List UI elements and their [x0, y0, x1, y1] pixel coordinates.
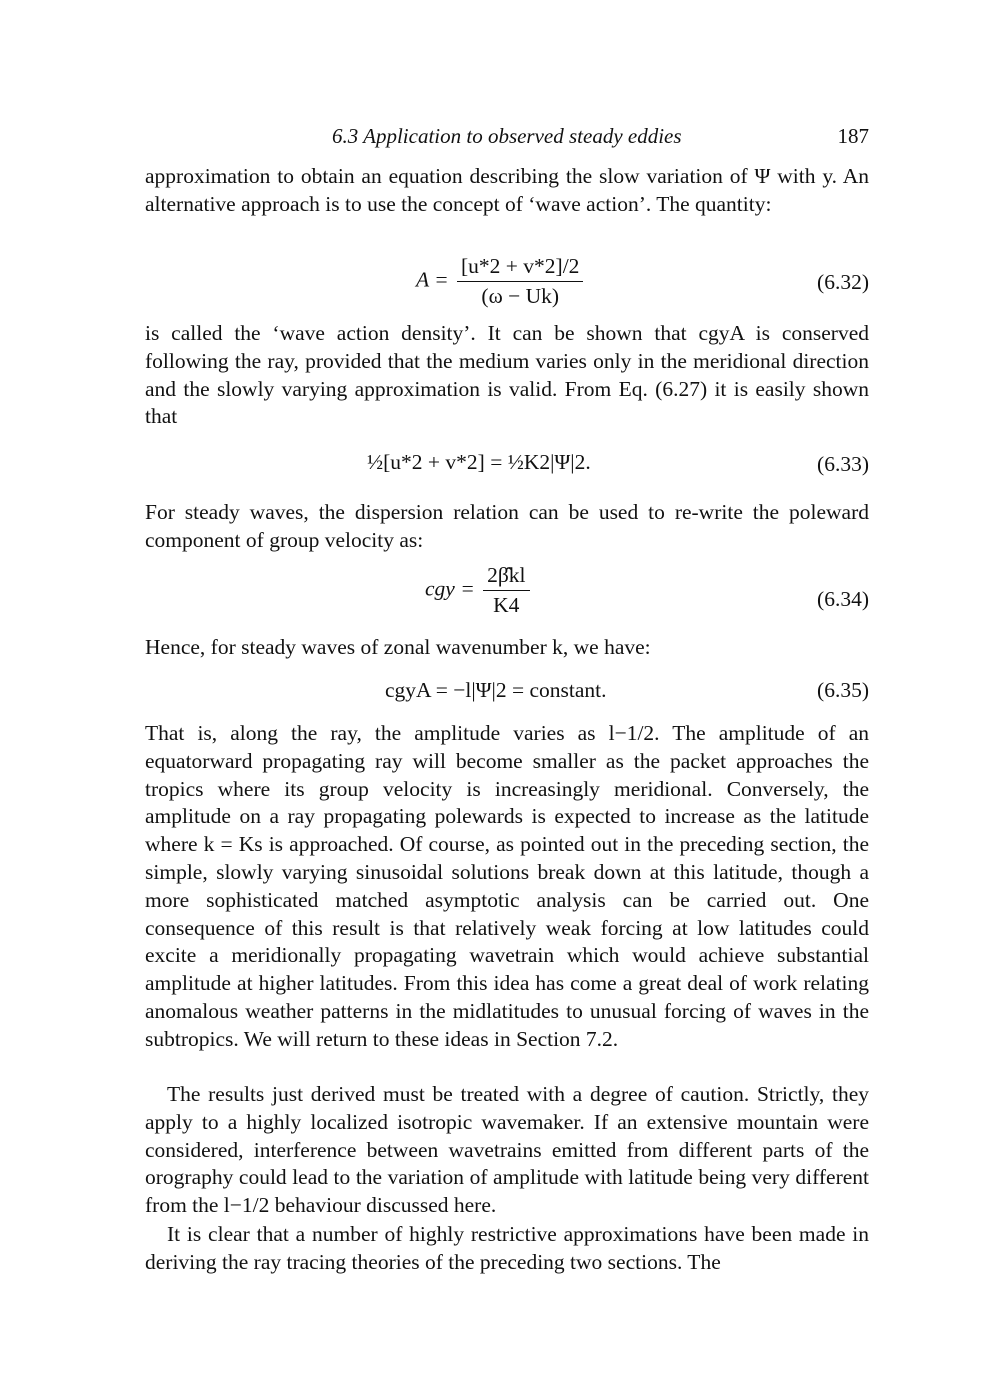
- eq-6-34-lhs: cgy =: [425, 576, 475, 601]
- equation-number: (6.32): [817, 270, 869, 294]
- equation-6-33-body: ½[u*2 + v*2] = ½K2|Ψ|2.: [367, 450, 591, 474]
- equation-number: (6.35): [817, 678, 869, 702]
- paragraph-6: The results just derived must be treated with a degree of caution. Strictly, they apply to a highly localized isotropic wavemaker. If an extensive mountain were considered, interference between wavetrains emitted from different parts of the orography could lead to the variation of amplitude with latitude being very different from the l−1/2 behaviour discussed here.: [145, 1082, 869, 1218]
- paragraph-5: That is, along the ray, the amplitude varies as l−1/2. The amplitude of an equatorward propagating ray will become smaller as the packet approaches the tropics where its group velocity is increasingly meridional. Conversely, the amplitude on a ray propagating polewards is expected to increase as the latitude where k = Ks is approached. Of course, as pointed out in the preceding section, the simple, slowly varying sinusoidal solutions break down at this latitude, though a more sophisticated matched asymptotic analysis can be carried out. One consequence of this result is that relatively weak forcing at low latitudes could excite a meridionally propagating wavetrain which would achieve substantial amplitude at higher latitudes. From this idea has come a great deal of work relating anomalous weather patterns in the midlatitudes to unusual forcing of waves in the subtropics. We will return to these ideas in Section 7.2.: [145, 721, 869, 1051]
- equation-6-34-body: [425, 563, 533, 618]
- page-number: 187: [837, 124, 869, 148]
- paragraph-7: It is clear that a number of highly restrictive approximations have been made in deriving the ray tracing theories of the preceding two sections. The: [145, 1222, 869, 1274]
- eq-6-32-numerator: [u*2 + v*2]/2: [457, 254, 583, 282]
- page-header: [145, 124, 869, 150]
- eq-6-32-lhs: A =: [416, 267, 449, 292]
- equation-6-35-body: cgyA = −l|Ψ|2 = constant.: [385, 678, 607, 702]
- equation-6-32: [145, 254, 869, 316]
- paragraph-3: For steady waves, the dispersion relation can be used to re-write the poleward component of group velocity as:: [145, 500, 869, 552]
- eq-6-32-fraction: [457, 254, 583, 309]
- paragraph-4: Hence, for steady waves of zonal wavenumber k, we have:: [145, 635, 651, 659]
- equation-6-35: [145, 678, 869, 708]
- equation-6-32-body: [416, 254, 586, 309]
- equation-number: (6.33): [817, 452, 869, 476]
- eq-6-34-denominator: K4: [493, 593, 520, 617]
- paragraph-1: approximation to obtain an equation describing the slow variation of Ψ with y. An alternative approach is to use the concept of ‘wave action’. The quantity:: [145, 164, 869, 216]
- equation-6-34: [145, 563, 869, 631]
- eq-6-34-fraction: [483, 563, 529, 618]
- eq-6-32-denominator: (ω − Uk): [481, 284, 560, 308]
- eq-6-34-numerator: 2β̂kl: [483, 563, 529, 591]
- paragraph-2: is called the ‘wave action density’. It can be shown that cgyA is conserved following the ray, provided that the medium varies only in the meridional direction and the slowly varying approximation is valid. From Eq. (6.27) it is easily shown that: [145, 321, 869, 429]
- equation-6-33: [145, 436, 869, 492]
- running-title: 6.3 Application to observed steady eddies: [332, 124, 682, 148]
- equation-number: (6.34): [817, 587, 869, 611]
